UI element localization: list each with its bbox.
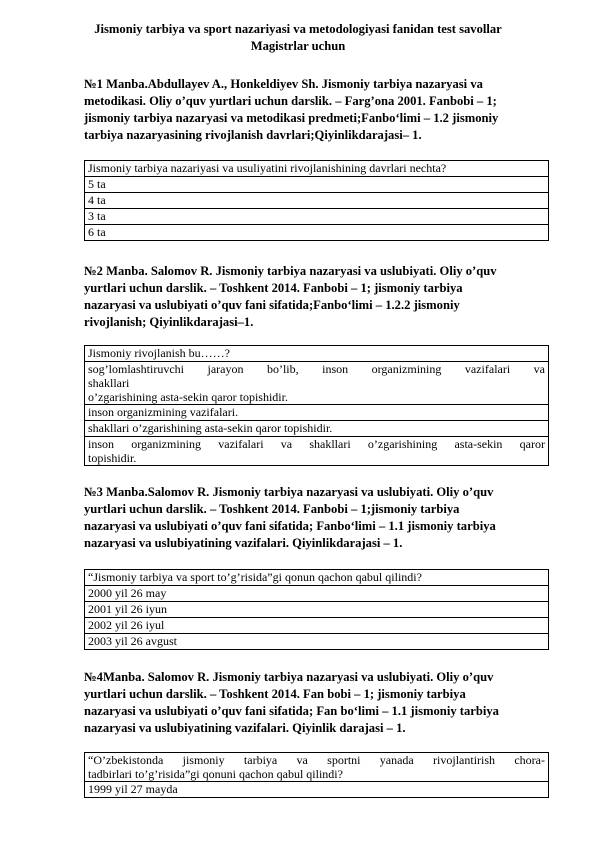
source-line: nazaryasi va uslubiyatining vazifalari. Qiyinlik darajasi – 1. bbox=[84, 721, 406, 735]
source-line: tarbiya nazaryasining rivojlanish davrlari;Qiyinlikdarajasi– 1. bbox=[84, 128, 422, 142]
answer-line: shakllari bbox=[88, 376, 130, 390]
answer-option: 5 ta bbox=[85, 177, 549, 193]
source-line: №4Manba. Salomov R. Jismoniy tarbiya nazaryasi va uslubiyati. Oliy o’quv bbox=[84, 670, 494, 684]
answer-option: 3 ta bbox=[85, 209, 549, 225]
source-line: yurtlari uchun darslik. – Toshkent 2014. Fanbobi – 1; jismoniy tarbiya bbox=[84, 281, 463, 295]
answer-option bbox=[85, 437, 549, 466]
document-title bbox=[60, 21, 536, 55]
question-2-table bbox=[84, 345, 549, 466]
answer-option: 2000 yil 26 may bbox=[85, 586, 549, 602]
question-1-table bbox=[84, 160, 549, 241]
answer-option: inson organizmining vazifalari. bbox=[85, 405, 549, 421]
source-line: №1 Manba.Abdullayev A., Honkeldiyev Sh. Jismoniy tarbiya nazaryasi va bbox=[84, 77, 483, 91]
source-line: jismoniy tarbiya nazaryasi va metodikasi predmeti;Fanbo‘limi – 1.2 jismoniy bbox=[84, 111, 499, 125]
source-line: nazaryasi va uslubiyati o’quv fani sifatida; Fanbo‘limi – 1.1 jismoniy tarbiya bbox=[84, 519, 496, 533]
answer-line: sog’lomlashtiruvchi jarayon bo’lib, inson organizmining vazifalari va bbox=[88, 362, 545, 376]
answer-line: inson organizmining vazifalari va shakllari o’zgarishining asta-sekin qaror bbox=[88, 437, 545, 451]
source-line: yurtlari uchun darslik. – Toshkent 2014. Fan bobi – 1; jismoniy tarbiya bbox=[84, 687, 466, 701]
question-text bbox=[85, 753, 549, 782]
question-line: tadbirlari to’g’risida”gi qonuni qachon qabul qilindi? bbox=[88, 767, 343, 781]
question-4-table bbox=[84, 752, 549, 798]
answer-line: o’zgarishining asta-sekin qaror topishidir. bbox=[88, 390, 288, 404]
answer-option bbox=[85, 362, 549, 405]
answer-option: 2001 yil 26 iyun bbox=[85, 602, 549, 618]
source-line: №2 Manba. Salomov R. Jismoniy tarbiya nazaryasi va uslubiyati. Oliy o’quv bbox=[84, 264, 497, 278]
answer-option: 6 ta bbox=[85, 225, 549, 241]
source-line: nazaryasi va uslubiyati o’quv fani sifatida;Fanbo‘limi – 1.2.2 jismoniy bbox=[84, 298, 460, 312]
question-4-source bbox=[84, 669, 546, 737]
question-3-source bbox=[84, 484, 546, 552]
question-1-source bbox=[84, 76, 546, 144]
answer-option: shakllari o’zgarishining asta-sekin qaror topishidir. bbox=[85, 421, 549, 437]
question-text: Jismoniy tarbiya nazariyasi va usuliyatini rivojlanishining davrlari nechta? bbox=[85, 161, 549, 177]
question-3-table bbox=[84, 569, 549, 650]
question-text: “Jismoniy tarbiya va sport to’g’risida”gi qonun qachon qabul qilindi? bbox=[85, 570, 549, 586]
question-2-source bbox=[84, 263, 546, 331]
answer-option: 2002 yil 26 iyul bbox=[85, 618, 549, 634]
answer-option: 1999 yil 27 mayda bbox=[85, 782, 549, 798]
title-line-1: Jismoniy tarbiya va sport nazariyasi va metodologiyasi fanidan test savollar bbox=[94, 22, 502, 36]
source-line: metodikasi. Oliy o’quv yurtlari uchun darslik. – Farg’ona 2001. Fanbobi – 1; bbox=[84, 94, 497, 108]
answer-option: 4 ta bbox=[85, 193, 549, 209]
source-line: nazaryasi va uslubiyatining vazifalari. Qiyinlikdarajasi – 1. bbox=[84, 536, 403, 550]
source-line: rivojlanish; Qiyinlikdarajasi–1. bbox=[84, 315, 254, 329]
question-text: Jismoniy rivojlanish bu……? bbox=[85, 346, 549, 362]
title-line-2: Magistrlar uchun bbox=[250, 39, 346, 53]
answer-line: topishidir. bbox=[88, 451, 137, 465]
source-line: yurtlari uchun darslik. – Toshkent 2014. Fanbobi – 1;jismoniy tarbiya bbox=[84, 502, 460, 516]
question-line: “O’zbekistonda jismoniy tarbiya va sportni yanada rivojlantirish chora- bbox=[88, 753, 545, 767]
answer-option: 2003 yil 26 avgust bbox=[85, 634, 549, 650]
source-line: №3 Manba.Salomov R. Jismoniy tarbiya nazaryasi va uslubiyati. Oliy o’quv bbox=[84, 485, 494, 499]
source-line: nazaryasi va uslubiyati o’quv fani sifatida; Fan bo‘limi – 1.1 jismoniy tarbiya bbox=[84, 704, 499, 718]
